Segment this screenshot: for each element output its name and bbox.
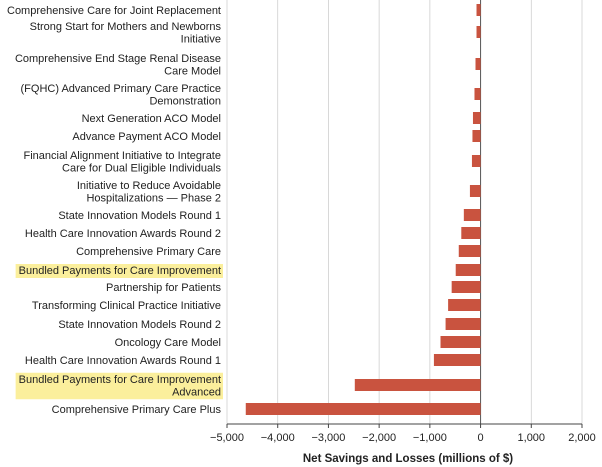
category-label: Advanced xyxy=(172,386,221,399)
category-label: Comprehensive Care for Joint Replacement xyxy=(7,5,221,17)
x-tick-label: −1,000 xyxy=(412,432,447,444)
category-label: Demonstration xyxy=(149,95,221,108)
category-label: Bundled Payments for Care Improvement xyxy=(18,373,221,386)
category-label: Strong Start for Mothers and Newborns xyxy=(29,20,221,33)
bar xyxy=(473,112,481,124)
x-tick-label: −3,000 xyxy=(311,432,346,444)
bar xyxy=(476,58,481,70)
category-label: Comprehensive Primary Care Plus xyxy=(51,404,221,416)
x-tick-label: 2,000 xyxy=(568,432,596,444)
bar xyxy=(472,130,480,142)
category-label: Comprehensive Primary Care xyxy=(76,246,221,258)
x-axis xyxy=(210,424,596,444)
category-label: State Innovation Models Round 1 xyxy=(58,210,221,222)
category-label: Initiative to Reduce Avoidable xyxy=(76,179,221,192)
bar xyxy=(448,299,480,311)
category-label: Health Care Innovation Awards Round 1 xyxy=(24,355,221,367)
bar xyxy=(459,245,481,257)
grid-lines xyxy=(227,0,582,424)
category-label: Transforming Clinical Practice Initiative xyxy=(31,300,221,312)
x-axis-title: Net Savings and Losses (millions of $) xyxy=(302,453,514,465)
category-label: Care for Dual Eligible Individuals xyxy=(62,162,221,175)
category-label: Hospitalizations — Phase 2 xyxy=(86,192,221,205)
bar xyxy=(474,88,480,100)
bar xyxy=(452,281,481,293)
bars xyxy=(246,4,481,415)
bar xyxy=(434,354,481,366)
bar xyxy=(470,185,481,197)
category-label: Financial Alignment Initiative to Integrate xyxy=(23,149,221,162)
bar xyxy=(355,379,481,391)
category-label: Health Care Innovation Awards Round 2 xyxy=(24,228,221,240)
x-tick-label: −5,000 xyxy=(210,432,244,444)
category-label: Oncology Care Model xyxy=(114,337,221,349)
bar xyxy=(446,318,481,330)
bar xyxy=(456,264,481,276)
category-label: Initiative xyxy=(180,33,221,46)
bar xyxy=(477,4,481,16)
bar xyxy=(441,336,481,348)
category-label: (FQHC) Advanced Primary Care Practice xyxy=(20,82,221,95)
x-tick-label: 0 xyxy=(477,432,484,444)
category-labels xyxy=(7,5,221,416)
category-label: Next Generation ACO Model xyxy=(81,113,221,125)
bar xyxy=(461,227,480,239)
bar xyxy=(464,209,481,221)
bar xyxy=(477,26,481,38)
category-label: Comprehensive End Stage Renal Disease xyxy=(14,52,221,65)
category-label: Advance Payment ACO Model xyxy=(72,131,221,143)
bar xyxy=(472,155,481,167)
category-label: Partnership for Patients xyxy=(106,282,221,294)
category-label: State Innovation Models Round 2 xyxy=(58,319,221,331)
x-tick-label: 1,000 xyxy=(517,432,546,444)
category-label: Care Model xyxy=(164,65,221,78)
category-label: Bundled Payments for Care Improvement xyxy=(18,265,221,277)
x-tick-label: −4,000 xyxy=(260,432,295,444)
bar xyxy=(246,403,481,415)
x-tick-label: −2,000 xyxy=(362,432,397,444)
